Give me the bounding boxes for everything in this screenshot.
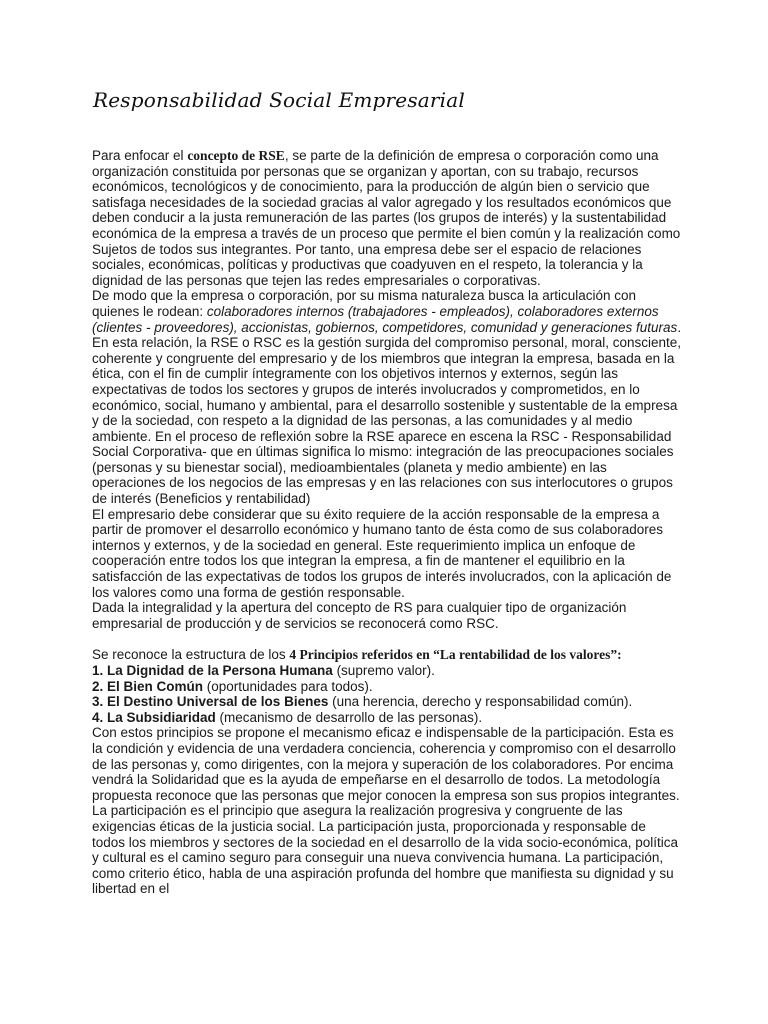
principle-text: (supremo valor).: [332, 663, 435, 678]
document-body: [92, 148, 682, 897]
principle-item: [92, 663, 682, 679]
paragraph-text: , se parte de la definición de empresa o corporación como una organización constituida por personas que se organizan y aportan, con su trabajo, recursos económicos, tecnológicos y de conocimiento, para la producción de algún bien o servicio que satisfaga necesidades de la sociedad gracias al valor agregado y los resultados económicos que deben conducir a la justa remuneración de las partes (los grupos de interés) y la sustentabilidad económica de la empresa a través de un proceso que permite el bien común y la realización como Sujetos de todos sus integrantes. Por tanto, una empresa debe ser el espacio de relaciones sociales, económicas, políticas y productivas que coadyuven en el respeto, la tolerancia y la dignidad de las personas que tejen las redes empresariales o corporativas.: [92, 148, 681, 288]
paragraph-gap: [92, 631, 682, 647]
paragraph-text: Para enfocar el: [92, 148, 188, 163]
principle-label: 4. La Subsidiaridad: [92, 709, 216, 725]
highlighted-term: concepto de RSE: [187, 148, 285, 163]
document-title: Responsabilidad Social Empresarial: [93, 88, 465, 112]
principle-item: [92, 679, 682, 695]
paragraph-principles-intro: [92, 647, 682, 663]
paragraph-text: Se reconoce la estructura de los: [92, 647, 290, 663]
italic-stakeholder-list: colaboradores internos (trabajadores - empleados), colaboradores externos (clientes - proveedores), accionistas, gobiernos, competidores, comunidad y generaciones futuras: [92, 303, 678, 335]
principle-text: (mecanismo de desarrollo de las personas).: [215, 709, 483, 725]
principle-text: (una herencia, derecho y responsabilidad común).: [328, 694, 633, 710]
paragraph-rse-concept: [92, 148, 682, 288]
paragraph-rsc: Dada la integralidad y la apertura del concepto de RS para cualquier tipo de organización empresarial de producción y de servicios se reconocerá como RSC.: [92, 600, 627, 631]
paragraph-entrepreneur: El empresario debe considerar que su éxito requiere de la acción responsable de la empresa a partir de promover el desarrollo económico y humano tanto de ésta como de sus colaboradores internos y externos, y de la sociedad en general. Este requerimiento implica un enfoque de cooperación entre todos los que integran la empresa, a fin de mantener el equilibrio en la satisfacción de las expectativas de todos los grupos de interés involucrados, con la aplicación de los valores como una forma de gestión responsable.: [92, 506, 672, 600]
principle-item: [92, 694, 682, 710]
paragraph-text: De modo que la empresa o corporación, por su misma naturaleza busca la articulación con quienes le rodean:: [92, 288, 637, 319]
principle-label: 1. La Dignidad de la Persona Humana: [92, 663, 333, 678]
principle-label: 3. El Destino Universal de los Bienes: [92, 694, 329, 710]
paragraph-stakeholders: [92, 288, 682, 506]
principle-text: (oportunidades para todos).: [203, 678, 373, 694]
paragraph-participation: Con estos principios se propone el mecanismo eficaz e indispensable de la participación. Esta es la condición y evidencia de una verdadera conciencia, coherencia y compromiso con el desarrollo de las personas y, como dirigentes, con la mejora y superación de los colaboradores. Por encima vendrá la Solidaridad que es la ayuda de empeñarse en el desarrollo de todos. La metodología propuesta reconoce que las personas que mejor conocen la empresa son sus propios integrantes. La participación es el principio que asegura la realización progresiva y congruente de las exigencias éticas de la justicia social. La participación justa, proporcionada y responsable de todos los miembros y sectores de la sociedad en el desarrollo de la vida socio-económica, política y cultural es el camino seguro para conseguir una nueva convivencia humana. La participación, como criterio ético, habla de una aspiración profunda del hombre que manifiesta su dignidad y su libertad en el: [92, 725, 680, 897]
principles-heading: 4 Principios referidos en “La rentabilidad de los valores”:: [289, 647, 622, 663]
principle-label: 2. El Bien Común: [92, 678, 204, 694]
paragraph-text: . En esta relación, la RSE o RSC es la gestión surgida del compromiso personal, moral, consciente, coherente y congruente del empresario y de los miembros que integran la empresa, basada en la ética, con el fin de cumplir íntegramente con los objetivos internos y externos, según las expectativas de todos los sectores y grupos de interés involucrados y comprometidos, en lo económico, social, humano y ambiental, para el desarrollo sostenible y sustentable de la empresa y de la sociedad, con respeto a la dignidad de las personas, a las comunidades y al medio ambiente. En el proceso de reflexión sobre la RSE aparece en escena la RSC - Responsabilidad Social Corporativa- que en últimas significa lo mismo: integración de las preocupaciones sociales (personas y su bienestar social), medioambientales (planeta y medio ambiente) en las operaciones de los negocios de las empresas y en las relaciones con sus interlocutores o grupos de interés (Beneficios y rentabilidad): [92, 319, 682, 507]
principle-item: [92, 710, 682, 726]
